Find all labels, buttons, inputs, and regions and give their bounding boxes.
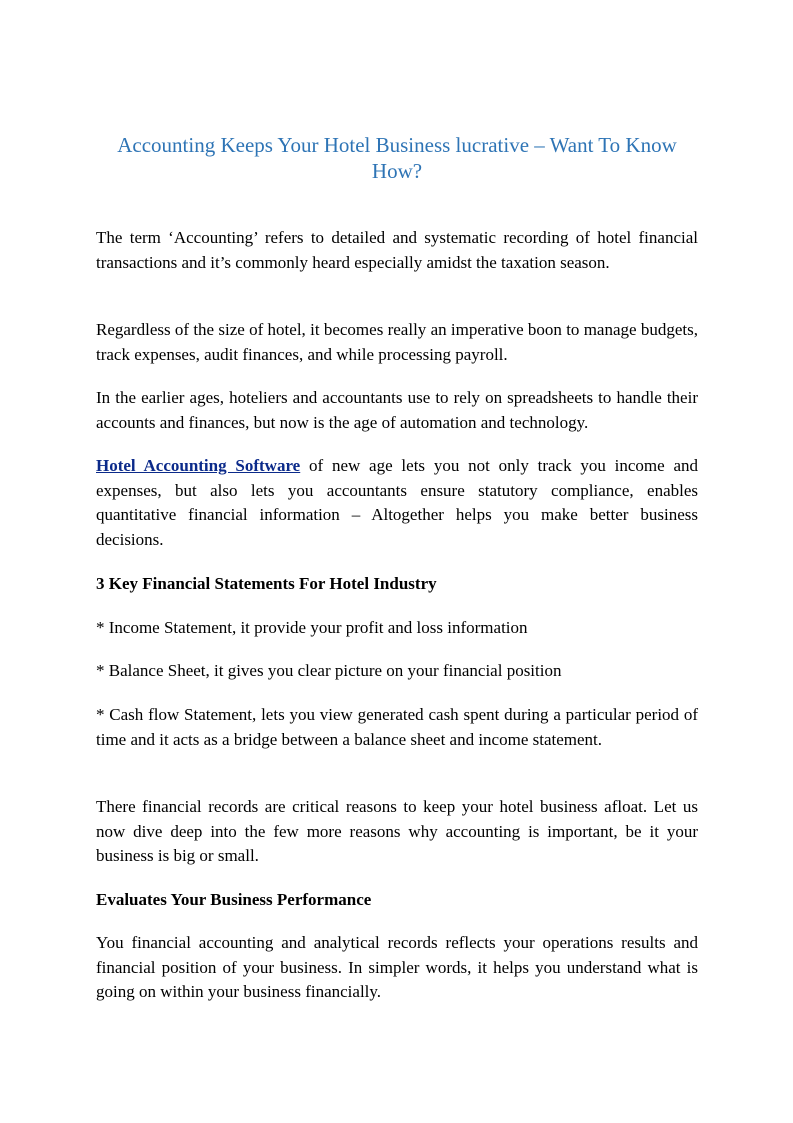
- software-paragraph-text: of new age lets you not only track you income and expenses, but also lets you accountants ensure statutory compliance, enables quantitative financial information – Altogether helps you make better business decisions.: [96, 456, 699, 549]
- bullet-balance-sheet: * Balance Sheet, it gives you clear picture on your financial position: [96, 661, 562, 680]
- reasons-paragraph: There financial records are critical reasons to keep your hotel business afloat. Let us now dive deep into the few more reasons why accounting is important, be it your business is big or small.: [96, 797, 698, 865]
- size-paragraph: Regardless of the size of hotel, it becomes really an imperative boon to manage budgets, track expenses, audit finances, and while processing payroll.: [96, 320, 698, 364]
- section-heading-performance: Evaluates Your Business Performance: [96, 890, 372, 909]
- bullet-income-statement: * Income Statement, it provide your profit and loss information: [96, 618, 528, 637]
- history-paragraph: In the earlier ages, hoteliers and accountants use to rely on spreadsheets to handle their accounts and finances, but now is the age of automation and technology.: [96, 388, 698, 432]
- hotel-accounting-software-link[interactable]: Hotel Accounting Software: [96, 456, 301, 475]
- software-paragraph: [96, 454, 698, 552]
- bullet-cash-flow: * Cash flow Statement, lets you view generated cash spent during a particular period of time and it acts as a bridge between a balance sheet and income statement.: [96, 705, 698, 749]
- intro-paragraph: The term ‘Accounting’ refers to detailed and systematic recording of hotel financial transactions and it’s commonly heard especially amidst the taxation season.: [96, 228, 698, 272]
- section-heading-key-statements: 3 Key Financial Statements For Hotel Industry: [96, 574, 437, 593]
- page-title: Accounting Keeps Your Hotel Business lucrative – Want To Know How?: [117, 133, 677, 183]
- performance-paragraph: You financial accounting and analytical records reflects your operations results and financial position of your business. In simpler words, it helps you understand what is going on within your business financially.: [96, 933, 698, 1001]
